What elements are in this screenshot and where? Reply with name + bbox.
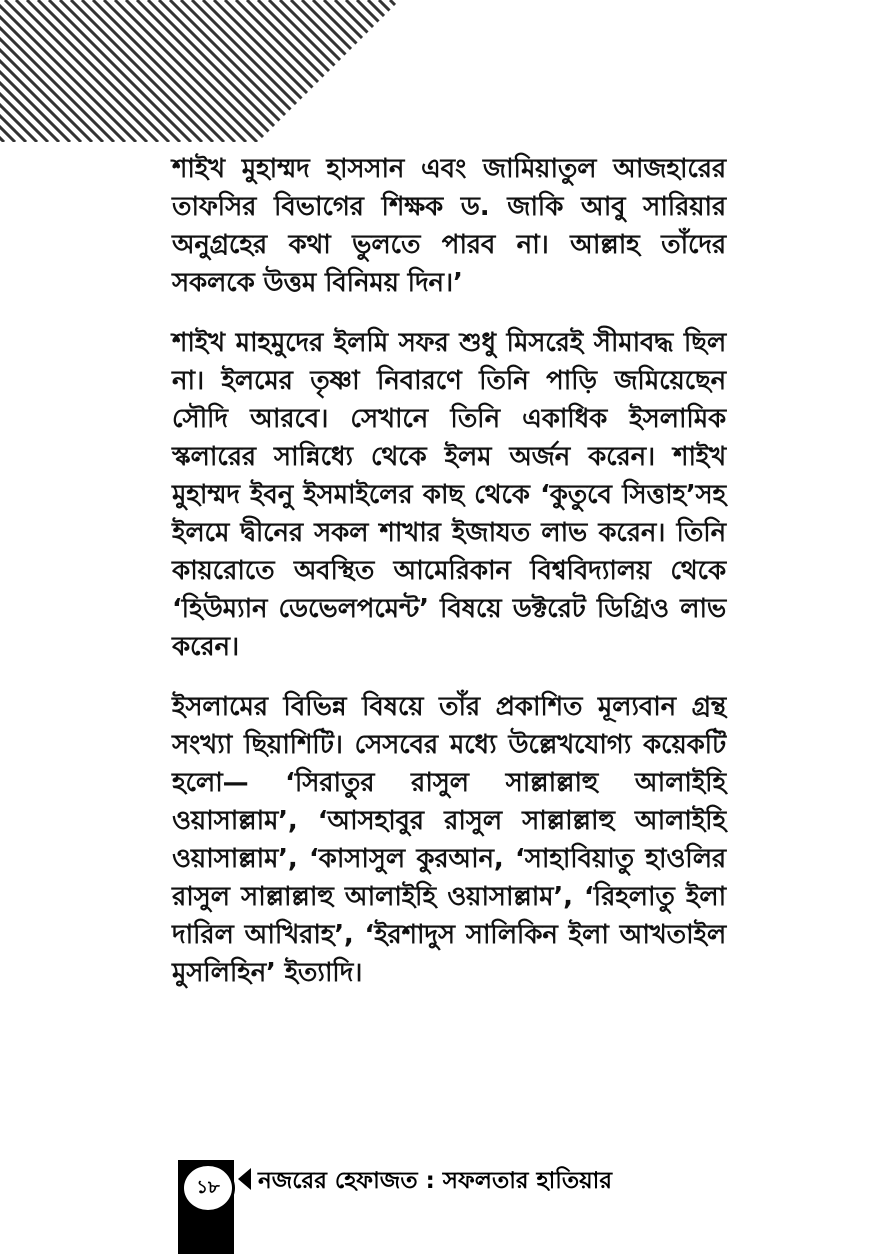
paragraph: শাইখ মাহমুদের ইলমি সফর শুধু মিসরেই সীমাবদ্ধ ছিল না। ইলমের তৃষ্ণা নিবারণে তিনি পাড়ি জমিয়েছেন সৌদি আরবে। সেখানে তিনি একাধিক ইসলামিক স্কলারের সান্নিধ্যে থেকে ইলম অর্জন করেন। শাইখ মুহাম্মদ ইবনু ইসমাইলের কাছ থেকে ‘কুতুবে সিত্তাহ’সহ ইলমে দ্বীনের সকল শাখার ইজাযত লাভ করেন। তিনি কায়রোতে অবস্থিত আমেরিকান বিশ্ববিদ্যালয় থেকে ‘হিউম্যান ডেভেলপমেন্ট’ বিষয়ে ডক্টরেট ডিগ্রিও লাভ করেন। [172, 328, 726, 662]
stripe-line [0, 0, 48, 142]
book-title: নজরের হেফাজত : সফলতার হাতিয়ার [258, 1168, 612, 1194]
page-number: ১৮ [181, 1163, 235, 1213]
decorative-stripes [0, 0, 400, 142]
triangle-left-icon [238, 1168, 251, 1190]
page-footer [178, 1160, 612, 1254]
paragraph: শাইখ মুহাম্মদ হাসসান এবং জামিয়াতুল আজহারের তাফসির বিভাগের শিক্ষক ড. জাকি আবু সারিয়ার অনুগ্রহের কথা ভুলতে পারব না। আল্লাহ তাঁদের সকলকে উত্তম বিনিময় দিন।’ [172, 154, 726, 298]
page-body [172, 150, 726, 1014]
stripe-line [0, 0, 125, 142]
paragraph: ইসলামের বিভিন্ন বিষয়ে তাঁর প্রকাশিত মূল্যবান গ্রন্থ সংখ্যা ছিয়াশিটি। সেসবের মধ্যে উল্লেখযোগ্য কয়েকটি হলো— ‘সিরাতুর রাসুল সাল্লাল্লাহু আলাইহি ওয়াসাল্লাম’, ‘আসহাবুর রাসুল সাল্লাল্লাহু আলাইহি ওয়াসাল্লাম’, ‘কাসাসুল কুরআন, ‘সাহাবিয়াতু হাওলির রাসুল সাল্লাল্লাহু আলাইহি ওয়াসাল্লাম’, ‘রিহলাতু ইলা দারিল আখিরাহ’, ‘ইরশাদুস সালিকিন ইলা আখতাইল মুসলিহিন’ ইত্যাদি। [172, 692, 726, 988]
